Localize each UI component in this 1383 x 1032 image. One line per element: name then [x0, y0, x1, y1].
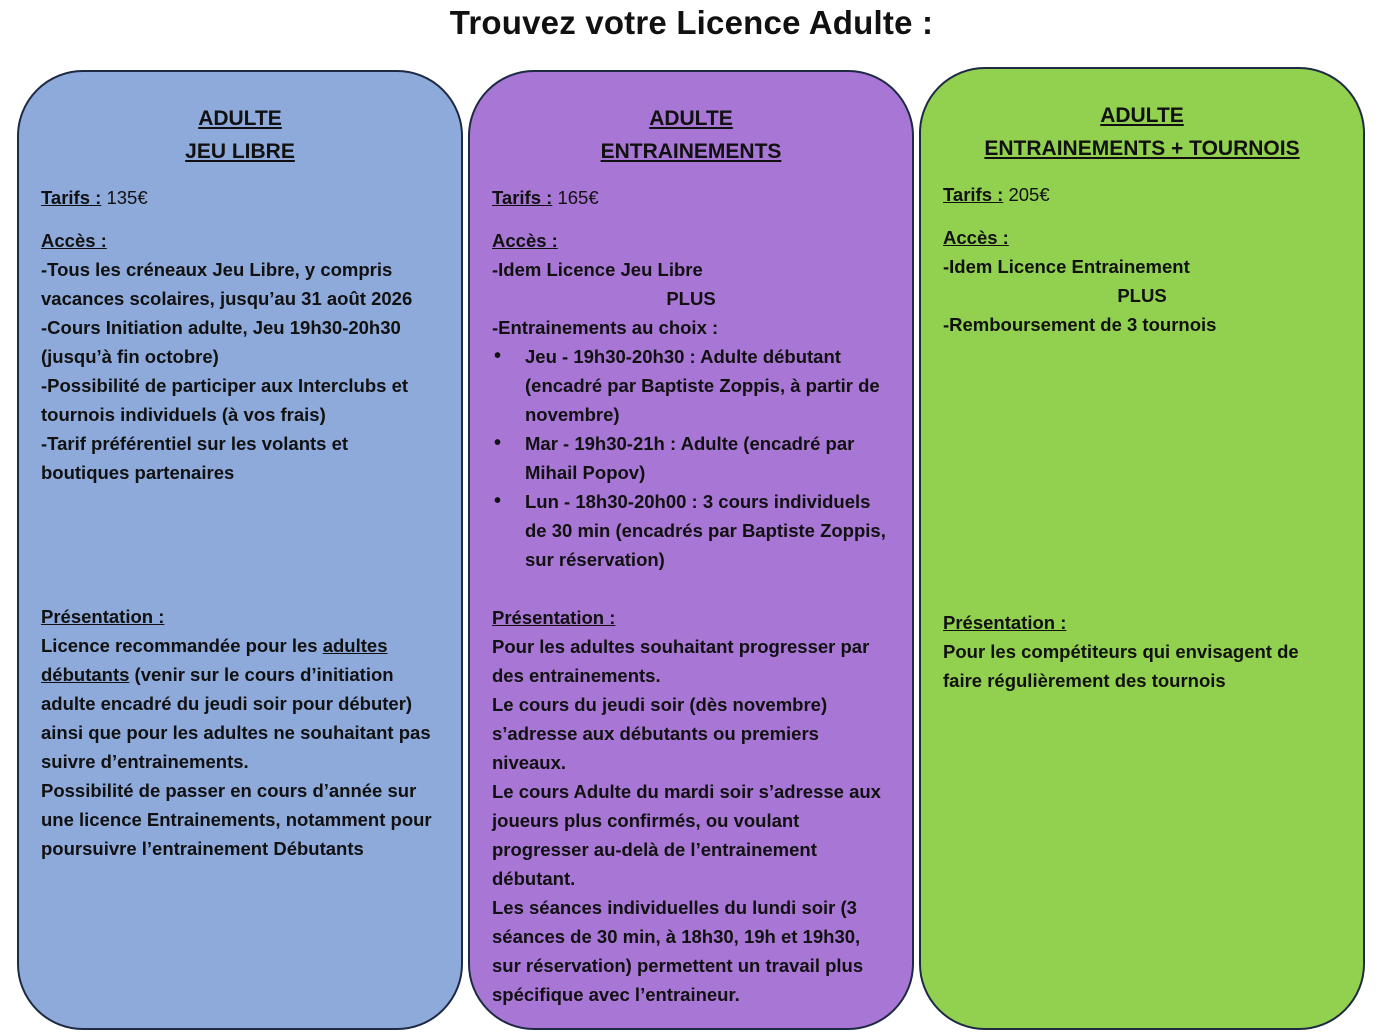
access-label: Accès : [41, 230, 107, 251]
card-title-line1: ADULTE [1100, 104, 1184, 127]
price-label: Tarifs : [492, 187, 553, 208]
price-value: 135€ [106, 187, 148, 208]
card-title-line2: ENTRAINEMENTS [600, 140, 782, 163]
card-title-line2: ENTRAINEMENTS + TOURNOIS [984, 137, 1300, 160]
presentation-paragraph: Pour les compétiteurs qui envisagent de faire régulièrement des tournois [943, 641, 1299, 691]
presentation-label: Présentation : [943, 612, 1067, 633]
access-line: -Idem Licence Entrainement [943, 256, 1190, 277]
access-label: Accès : [943, 227, 1009, 248]
card-entrainements [468, 70, 914, 1030]
presentation-label: Présentation : [492, 607, 616, 628]
access-line: -Remboursement de 3 tournois [943, 314, 1217, 335]
card-entrainements-tournois [919, 67, 1365, 1030]
presentation-paragraph: Possibilité de passer en cours d’année sur une licence Entrainements, notamment pour poursuivre l’entrainement Débutants [41, 780, 432, 859]
presentation-label: Présentation : [41, 606, 165, 627]
price-value: 165€ [557, 187, 599, 208]
presentation-section [492, 603, 890, 1009]
list-item: • Lun - 18h30-20h00 : 3 cours individuels de 30 min (encadrés par Baptiste Zoppis, sur réservation) [492, 487, 890, 574]
card-title [41, 102, 439, 168]
access-line: -Tous les créneaux Jeu Libre, y compris vacances scolaires, jusqu’au 31 août 2026 [41, 259, 413, 309]
card-title-line2: JEU LIBRE [185, 140, 295, 163]
presentation-paragraph [41, 631, 439, 776]
card-title-line1: ADULTE [198, 107, 282, 130]
price-row [492, 183, 890, 212]
access-plus: PLUS [666, 288, 716, 309]
presentation-paragraph: Le cours du jeudi soir (dès novembre) s’adresse aux débutants ou premiers niveaux. [492, 694, 828, 773]
price-label: Tarifs : [41, 187, 102, 208]
presentation-paragraph: Pour les adultes souhaitant progresser par des entrainements. [492, 636, 870, 686]
access-section [492, 226, 890, 574]
access-plus: PLUS [1117, 285, 1167, 306]
presentation-section [943, 608, 1341, 695]
list-item: • Mar - 19h30-21h : Adulte (encadré par Mihail Popov) [492, 429, 890, 487]
access-line: -Tarif préférentiel sur les volants et boutiques partenaires [41, 433, 349, 483]
card-title [492, 102, 890, 168]
price-row [41, 183, 439, 212]
price-label: Tarifs : [943, 184, 1004, 205]
card-jeu-libre [17, 70, 463, 1030]
access-line: -Cours Initiation adulte, Jeu 19h30-20h30 (jusqu’à fin octobre) [41, 317, 401, 367]
access-line: -Idem Licence Jeu Libre [492, 259, 703, 280]
presentation-paragraph: Les séances individuelles du lundi soir (3 séances de 30 min, à 18h30, 19h et 19h30, sur réservation) permettent un travail plus spécifique avec l’entraineur. [492, 897, 864, 1005]
training-list [492, 342, 890, 574]
price-row [943, 180, 1341, 209]
presentation-text: Licence recommandée pour les [41, 635, 323, 656]
page-title: Trouvez votre Licence Adulte : [449, 4, 934, 41]
presentation-paragraph: Le cours Adulte du mardi soir s’adresse aux joueurs plus confirmés, ou voulant progresser au-delà de l’entrainement débutant. [492, 781, 881, 889]
access-line: -Entrainements au choix : [492, 317, 719, 338]
list-item: • Jeu - 19h30-20h30 : Adulte débutant (encadré par Baptiste Zoppis, à partir de novembre) [492, 342, 890, 429]
access-label: Accès : [492, 230, 558, 251]
price-value: 205€ [1008, 184, 1050, 205]
access-section [943, 223, 1341, 339]
card-title [943, 99, 1341, 165]
access-line: -Possibilité de participer aux Interclubs et tournois individuels (à vos frais) [41, 375, 409, 425]
access-section [41, 226, 439, 487]
presentation-text: (venir sur le cours d’initiation adulte encadré du jeudi soir pour débuter) ainsi que pour les adultes ne souhaitant pas suivre d’entrainements. [41, 664, 431, 772]
presentation-emphasis: adultes débutants [41, 635, 388, 685]
presentation-section [41, 602, 439, 863]
card-title-line1: ADULTE [649, 107, 733, 130]
